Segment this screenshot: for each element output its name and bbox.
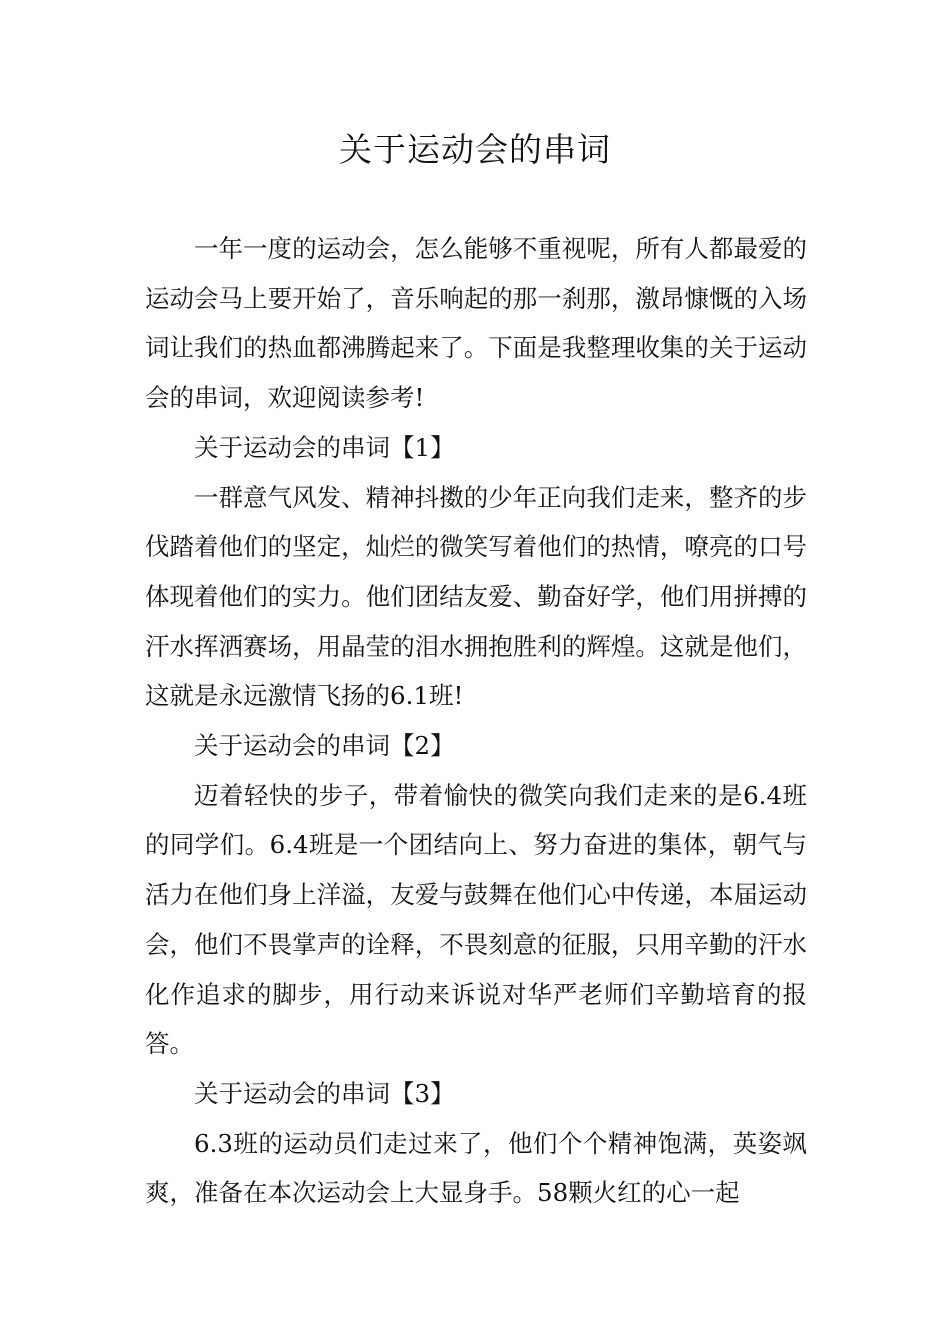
section-paragraph-2: 迈着轻快的步子，带着愉快的微笑向我们走来的是6.4班的同学们。6.4班是一个团结向上、努力奋进的集体，朝气与活力在他们身上洋溢，友爱与鼓舞在他们心中传递，本届运动会，他们不畏掌声的诠释，不畏刻意的征服，只用辛勤的汗水化作追求的脚步，用行动来诉说对华严老师们辛勤培育的报答。 (145, 780, 807, 1059)
section-heading-2: 关于运动会的串词【2】 (194, 731, 455, 761)
document-title: 关于运动会的串词 (339, 130, 611, 169)
section-paragraph-1: 一群意气风发、精神抖擞的少年正向我们走来，整齐的步伐踏着他们的坚定，灿烂的微笑写着他们的热情，嘹亮的口号体现着他们的实力。他们团结友爱、勤奋好学，他们用拼搏的汗水挥洒赛场，用晶莹的泪水拥抱胜利的辉煌。这就是他们，这就是永远激情飞扬的6.1班! (145, 482, 807, 711)
section-paragraph-3: 6.3班的运动员们走过来了，他们个个精神饱满，英姿飒爽，准备在本次运动会上大显身手。58颗火红的心一起 (145, 1128, 807, 1208)
intro-paragraph: 一年一度的运动会，怎么能够不重视呢，所有人都最爱的运动会马上要开始了，音乐响起的那一刹那，激昂慷慨的入场词让我们的热血都沸腾起来了。下面是我整理收集的关于运动会的串词，欢迎阅读参考! (145, 234, 807, 413)
section-heading-1: 关于运动会的串词【1】 (194, 432, 455, 462)
section-heading-3: 关于运动会的串词【3】 (194, 1078, 455, 1108)
document-body (145, 224, 807, 1218)
